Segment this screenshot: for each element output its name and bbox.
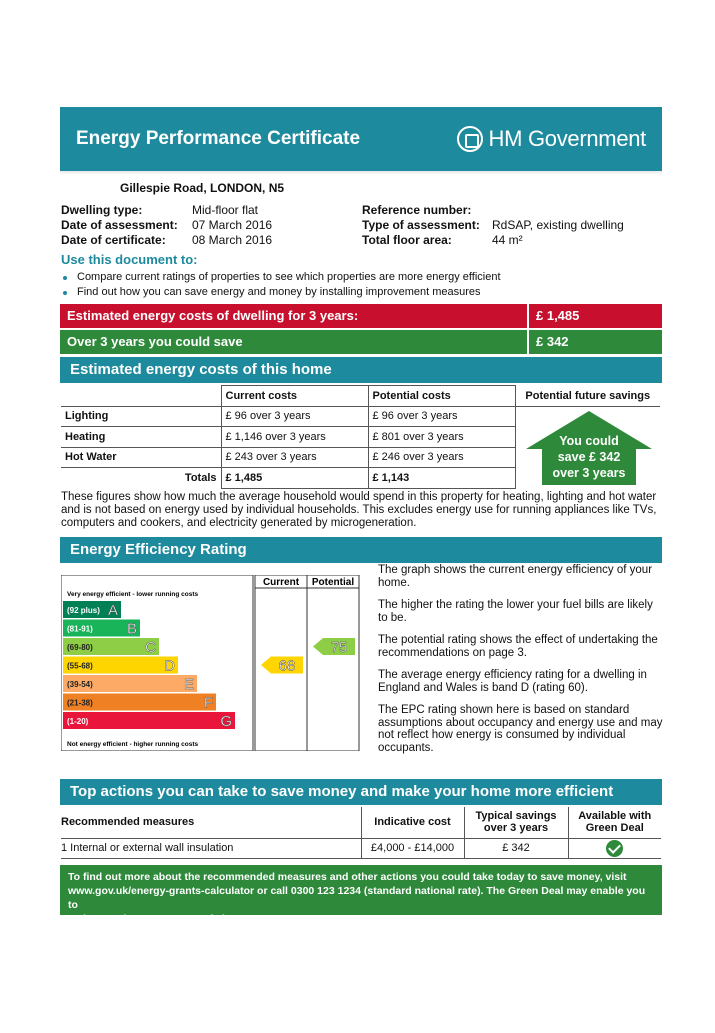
band-letter: G — [220, 713, 232, 730]
total-potential-cell: £ 1,143 — [368, 468, 515, 489]
cost-header: Indicative cost — [361, 807, 464, 838]
use-document-title: Use this document to: — [61, 252, 198, 267]
assessment-type-label: Type of assessment: — [362, 218, 480, 232]
property-address: Gillespie Road, LONDON, N5 — [120, 181, 285, 195]
band-range-label: (69-80) — [67, 643, 93, 652]
rating-paragraph: The potential rating shows the effect of undertaking the recommendations on page 3. — [378, 634, 658, 659]
measures-header: Recommended measures — [61, 816, 195, 829]
page-title: Energy Performance Certificate — [76, 128, 361, 149]
assessment-type-value: RdSAP, existing dwelling — [492, 218, 624, 232]
property-info — [61, 203, 661, 248]
table-header-row — [61, 807, 661, 838]
totals-label: Totals — [184, 472, 217, 484]
current-costs-header: Current costs — [221, 386, 368, 407]
reference-label: Reference number: — [362, 203, 472, 217]
certificate-header — [60, 107, 662, 171]
more-info-box — [60, 865, 662, 925]
estimated-cost-value: £ 1,485 — [527, 304, 662, 328]
green-deal-header-line1: Available with — [578, 810, 652, 823]
save-value: £ 342 — [527, 330, 662, 354]
current-cost-cell: £ 1,146 over 3 years — [221, 427, 368, 448]
rating-paragraph: The graph shows the current energy efficiency of your home. — [378, 564, 653, 589]
row-label: Heating — [61, 427, 221, 448]
savings-header — [464, 807, 568, 838]
current-rating-marker-label: 68 — [278, 657, 296, 675]
list-item: Compare current ratings of properties to see which properties are more energy efficient — [61, 270, 501, 285]
rating-section-title: Energy Efficiency Rating — [60, 537, 662, 563]
actions-section-title: Top actions you can take to save money and make your home more efficient — [60, 779, 662, 805]
savings-arrow-line1: You could — [559, 434, 619, 448]
green-deal-cell — [568, 838, 661, 858]
save-bar — [60, 330, 662, 354]
row-label: Lighting — [61, 406, 221, 427]
certificate-date-value: 08 March 2016 — [192, 233, 273, 247]
estimated-cost-label: Estimated energy costs of dwelling for 3 years: — [67, 308, 359, 323]
info-row — [61, 218, 661, 233]
more-info-line2: www.gov.uk/energy-grants-calculator or call 0300 123 1234 (standard national rate). The Green Deal may enable you to — [68, 885, 646, 911]
band-letter: B — [126, 620, 137, 638]
potential-column-header: Potential — [311, 577, 355, 588]
future-savings-header: Potential future savings — [515, 386, 660, 407]
energy-rating-chart — [61, 575, 373, 751]
floor-area-label: Total floor area: — [362, 233, 452, 247]
band-range-label: (55-68) — [67, 661, 93, 671]
savings-arrow-line3: over 3 years — [552, 466, 626, 480]
more-info-line3: make your home warmer and cheaper to run. — [68, 913, 293, 925]
band-letter: D — [164, 657, 175, 675]
potential-cost-cell: £ 96 over 3 years — [368, 406, 515, 427]
band-g — [63, 712, 235, 729]
current-column-header: Current — [262, 577, 300, 588]
current-cost-cell: £ 96 over 3 years — [221, 406, 368, 427]
band-range-label: (92 plus) — [67, 606, 100, 615]
certificate-date-label: Date of certificate: — [61, 233, 166, 247]
hm-government-logo — [457, 126, 646, 152]
header-shadow — [60, 171, 662, 175]
band-letter: A — [107, 602, 118, 619]
logo-text: HM Government — [488, 126, 646, 151]
crest-icon — [457, 126, 483, 152]
table-row — [61, 838, 661, 858]
info-row — [61, 233, 661, 248]
potential-cost-cell: £ 246 over 3 years — [368, 447, 515, 468]
green-deal-header — [568, 807, 661, 838]
potential-column-frame — [307, 575, 359, 751]
table-header-blank — [61, 386, 221, 407]
band-letter: F — [203, 694, 213, 712]
savings-arrow-line2: save £ 342 — [557, 450, 621, 464]
rating-markers — [261, 638, 355, 675]
table-header-row — [61, 386, 660, 407]
rating-paragraph: The higher the rating the lower your fuel bills are likely to be. — [378, 599, 653, 624]
measure-cell: 1 Internal or external wall insulation — [61, 838, 361, 858]
band-range-label: (1-20) — [67, 717, 89, 726]
potential-costs-header: Potential costs — [368, 386, 515, 407]
rating-paragraph: The EPC rating shown here is based on standard assumptions about occupancy and energy use and may not reflect how energy is consumed by individual occupants. — [378, 704, 663, 754]
info-row — [61, 203, 661, 218]
band-range-label: (21-38) — [67, 698, 93, 708]
efficient-note: Very energy efficient - lower running costs — [67, 591, 199, 598]
assessment-date-value: 07 March 2016 — [192, 218, 273, 232]
savings-cell: £ 342 — [464, 838, 568, 858]
savings-header-line2: over 3 years — [483, 822, 549, 835]
row-label: Hot Water — [61, 447, 221, 468]
cost-cell: £4,000 - £14,000 — [361, 838, 464, 858]
costs-section-title: Estimated energy costs of this home — [60, 357, 662, 383]
band-range-label: (81-91) — [67, 624, 93, 634]
potential-cost-cell: £ 801 over 3 years — [368, 427, 515, 448]
total-current-cell: £ 1,485 — [221, 468, 368, 489]
rating-bands — [63, 601, 235, 730]
save-label: Over 3 years you could save — [67, 334, 243, 349]
rating-paragraph: The average energy efficiency rating for a dwelling in England and Wales is band D (rating 60). — [378, 669, 647, 694]
tick-icon — [606, 840, 623, 857]
assessment-date-label: Date of assessment: — [61, 218, 178, 232]
inefficient-note: Not energy efficient - higher running costs — [67, 741, 199, 748]
costs-explanation: These figures show how much the average household would spend in this property for heating, lighting and hot water and is not based on energy used by individual households. This excludes energy use for running appliances like TVs, computers and cookers, and electricity generated by microgeneration. — [61, 491, 657, 529]
savings-arrow — [526, 411, 652, 485]
estimated-cost-bar — [60, 304, 662, 328]
band-range-label: (39-54) — [67, 680, 93, 689]
green-deal-header-line2: Green Deal — [585, 822, 644, 835]
floor-area-value: 44 m² — [492, 233, 523, 247]
current-cost-cell: £ 243 over 3 years — [221, 447, 368, 468]
rating-explanation — [378, 564, 663, 764]
potential-rating-marker-label: 75 — [330, 639, 348, 656]
use-document-list — [61, 270, 501, 300]
savings-header-line1: Typical savings — [475, 810, 557, 823]
list-item: Find out how you can save energy and money by installing improvement measures — [61, 285, 501, 300]
dwelling-type-label: Dwelling type: — [61, 203, 143, 217]
dwelling-type-value: Mid-floor flat — [192, 203, 259, 217]
actions-table — [61, 807, 661, 859]
band-letter: C — [145, 639, 156, 656]
band-letter: E — [183, 676, 194, 693]
more-info-line1: To find out more about the recommended measures and other actions you could take today to save money, visit — [68, 871, 627, 883]
